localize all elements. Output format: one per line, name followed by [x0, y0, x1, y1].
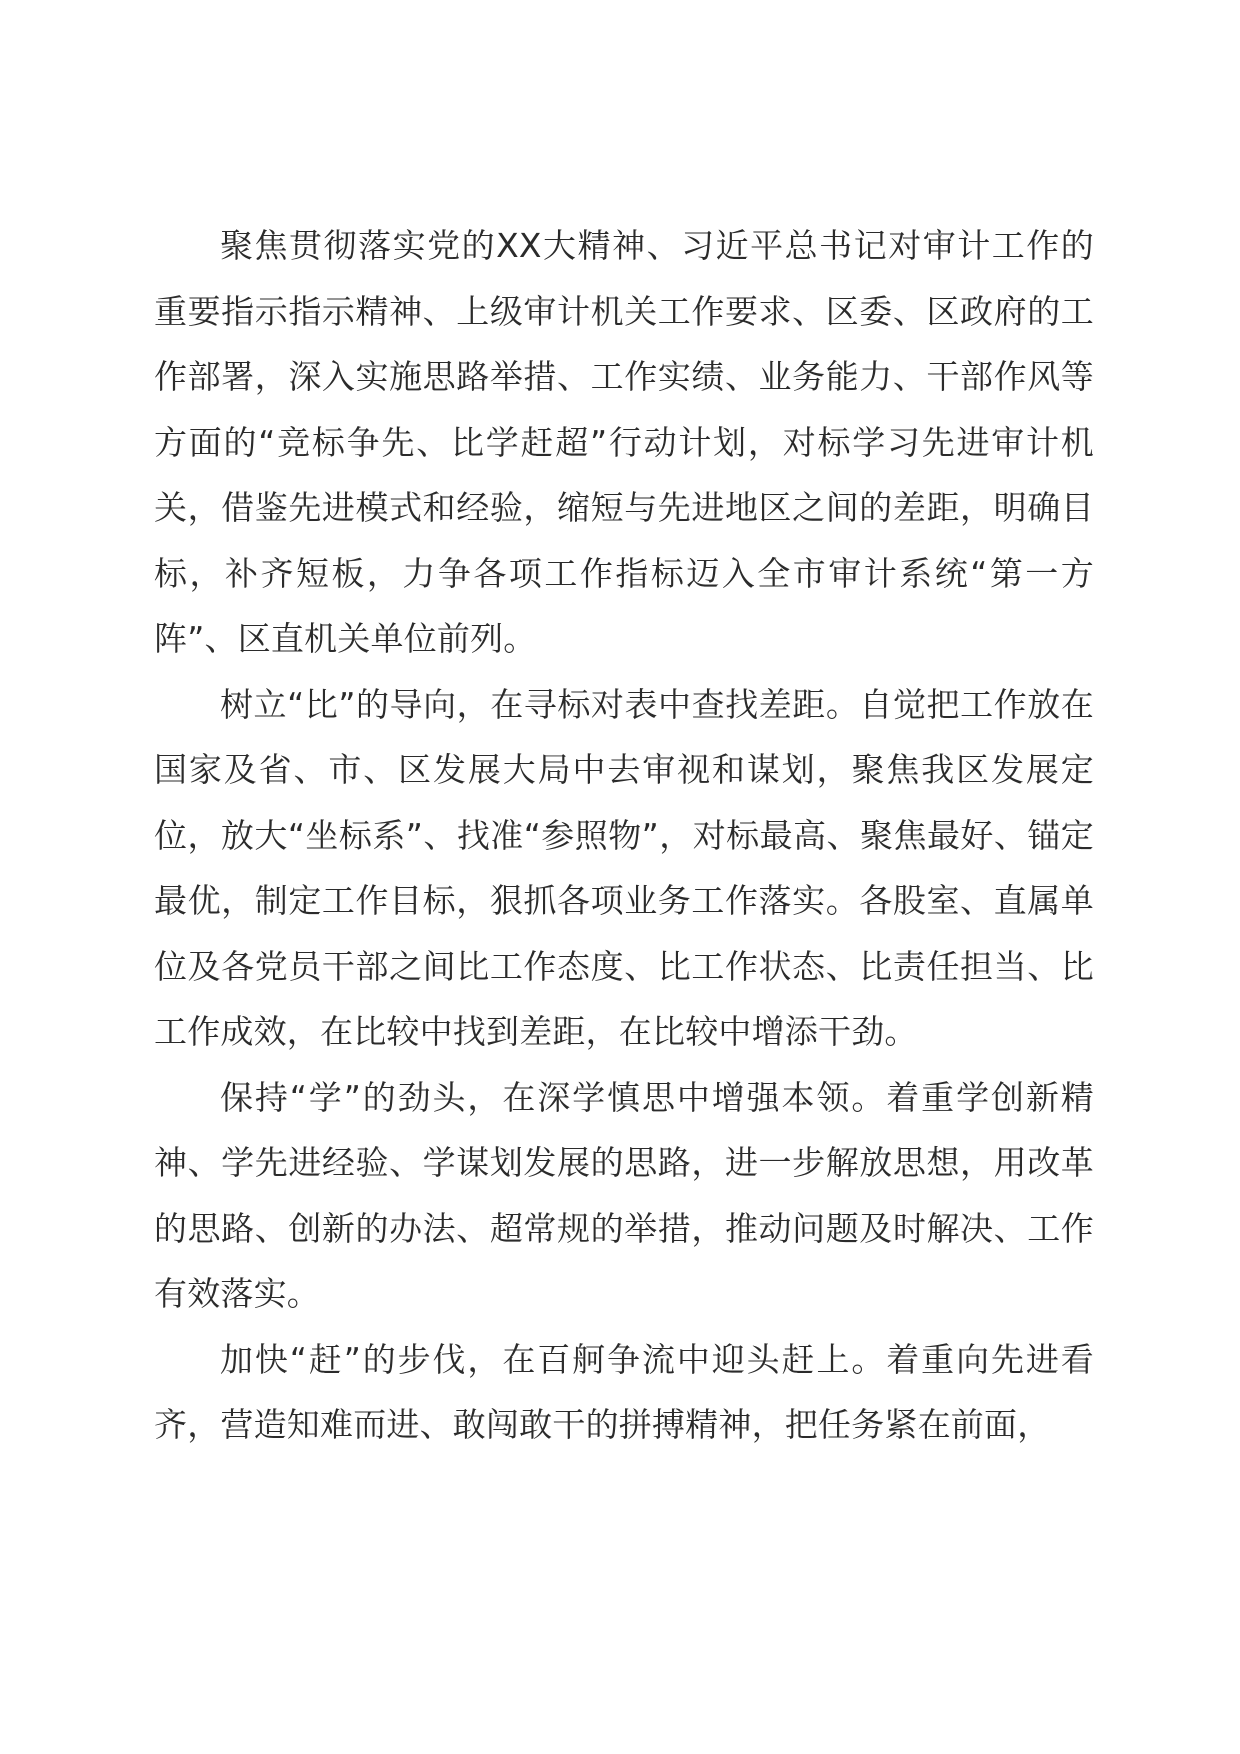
paragraph-3: 保持“学”的劲头，在深学慎思中增强本领。着重学创新精神、学先进经验、学谋划发展的思路，进一步解放思想，用改革的思路、创新的办法、超常规的举措，推动问题及时解决、工作有效落实。 [154, 1077, 1094, 1313]
paragraph-2: 树立“比”的导向，在寻标对表中查找差距。自觉把工作放在国家及省、市、区发展大局中去审视和谋划，聚焦我区发展定位，放大“坐标系”、找准“参照物”，对标最高、聚焦最好、锚定最优，制定工作目标，狠抓各项业务工作落实。各股室、直属单位及各党员干部之间比工作态度、比工作状态、比责任担当、比工作成效，在比较中找到差距，在比较中增添干劲。 [154, 684, 1094, 1051]
document-body [154, 213, 1094, 1458]
paragraph-1: 聚焦贯彻落实党的XX大精神、习近平总书记对审计工作的重要指示指示精神、上级审计机关工作要求、区委、区政府的工作部署，深入实施思路举措、工作实绩、业务能力、干部作风等方面的“竞标争先、比学赶超”行动计划，对标学习先进审计机关，借鉴先进模式和经验，缩短与先进地区之间的差距，明确目标，补齐短板，力争各项工作指标迈入全市审计系统“第一方阵”、区直机关单位前列。 [154, 226, 1094, 658]
paragraph-4: 加快“赶”的步伐，在百舸争流中迎头赶上。着重向先进看齐，营造知难而进、敢闯敢干的拼搏精神，把任务紧在前面， [154, 1339, 1094, 1444]
